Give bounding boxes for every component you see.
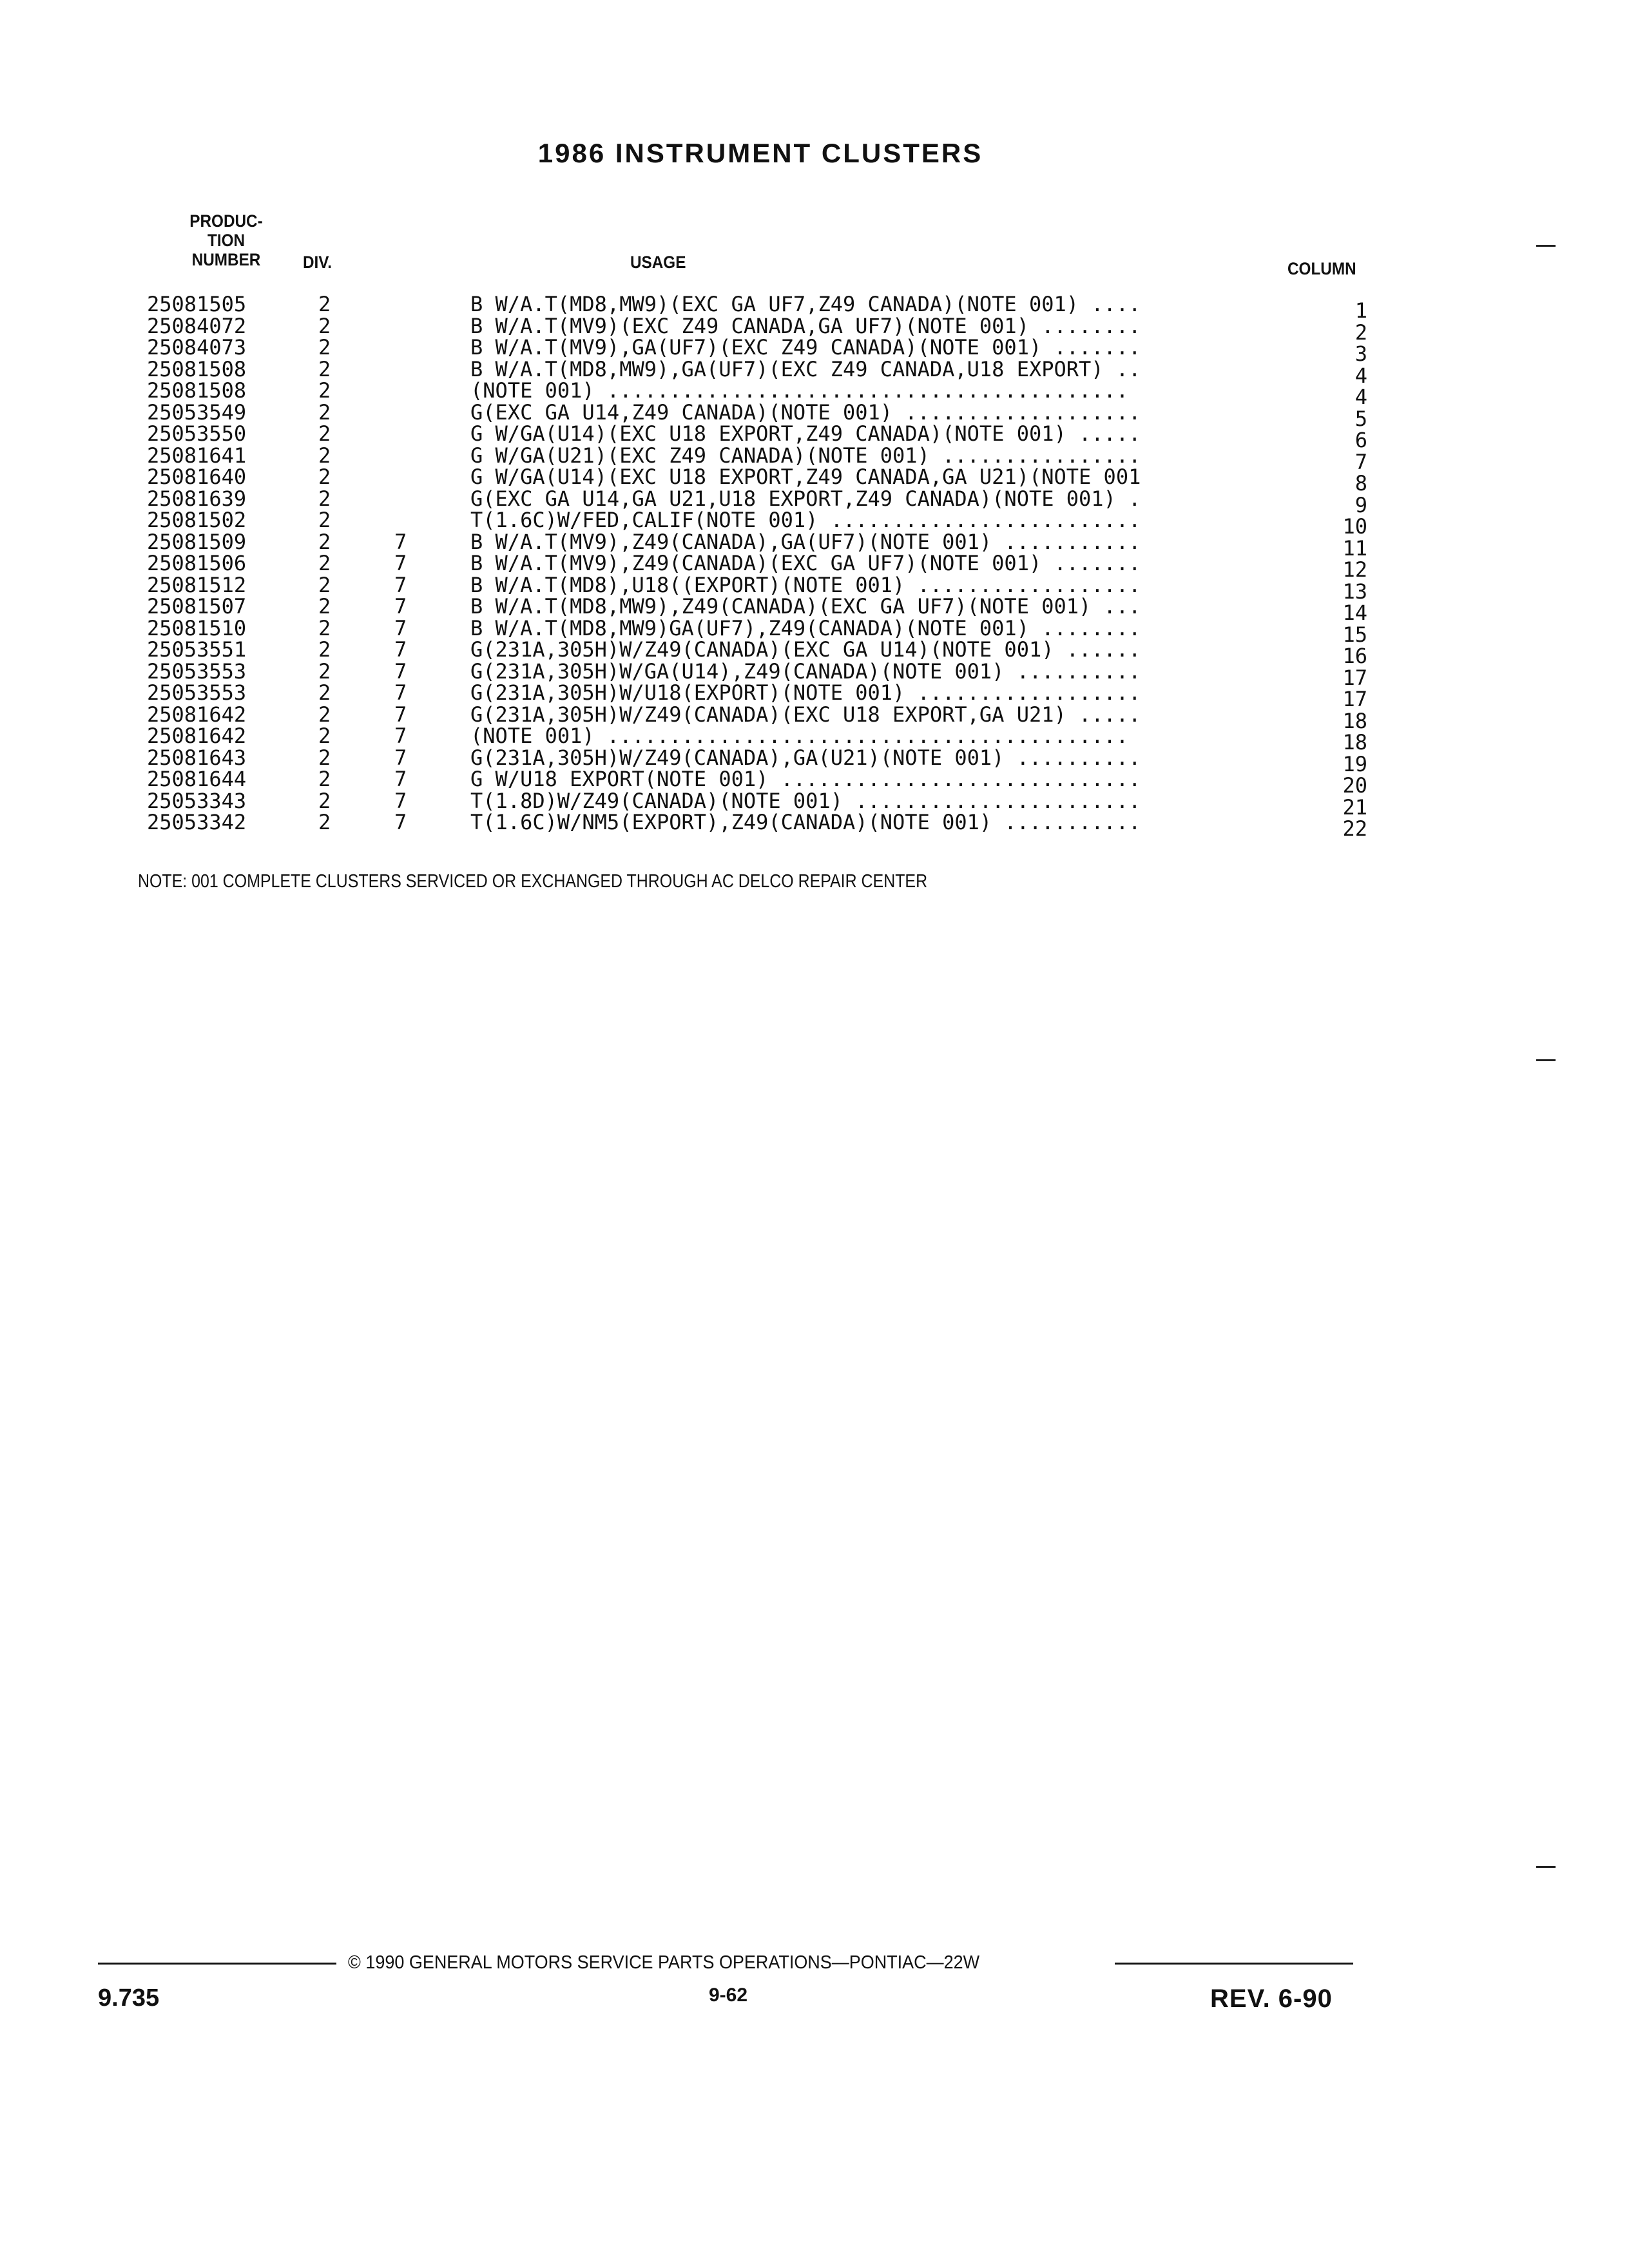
div-cell: 2 (318, 421, 331, 446)
table-row (0, 313, 1629, 345)
usage-cell: B W/A.T(MD8,MW9),Z49(CANADA)(EXC GA UF7)(NOTE 001) ... (470, 594, 1141, 619)
margin-tick-mark (1536, 1059, 1556, 1061)
production-number-cell: 25081643 (147, 745, 247, 770)
column-cell: 1 (1354, 298, 1367, 323)
usage-cell: G(231A,305H)W/Z49(CANADA),GA(U21)(NOTE 001) .......... (470, 745, 1141, 770)
production-number-cell: 25081639 (147, 486, 247, 511)
div-cell: 2 (318, 465, 331, 489)
table-row (0, 335, 1629, 366)
div-cell: 2 (318, 356, 331, 381)
usage-cell: G W/GA(U14)(EXC U18 EXPORT,Z49 CANADA,GA U21)(NOTE 001 (470, 465, 1141, 489)
sub-div-cell: 7 (394, 658, 407, 684)
column-cell: 8 (1354, 471, 1367, 495)
usage-cell: (NOTE 001) .......................................... (470, 378, 1129, 403)
div-cell: 2 (318, 399, 331, 425)
table-row (0, 486, 1629, 517)
parts-table (0, 292, 1629, 841)
usage-cell: G W/GA(U21)(EXC Z49 CANADA)(NOTE 001) ................ (470, 443, 1141, 468)
usage-cell: G(231A,305H)W/U18(EXPORT)(NOTE 001) .................. (470, 680, 1141, 705)
usage-cell: B W/A.T(MV9),Z49(CANADA)(EXC GA UF7)(NOTE 001) ....... (470, 551, 1141, 575)
usage-cell: B W/A.T(MD8,MW9),GA(UF7)(EXC Z49 CANADA,U18 EXPORT) .. (470, 356, 1141, 381)
div-cell: 2 (318, 724, 331, 748)
footer-section-number: 9.735 (98, 1984, 160, 2012)
table-row (0, 465, 1629, 495)
usage-cell: G W/U18 EXPORT(NOTE 001) ............................. (470, 767, 1141, 791)
div-cell: 2 (318, 658, 331, 684)
column-cell: 18 (1342, 730, 1367, 754)
div-cell: 2 (318, 443, 331, 468)
margin-tick-mark (1536, 245, 1556, 247)
div-cell: 2 (318, 551, 331, 575)
header-column: COLUMN (1287, 259, 1356, 278)
div-cell: 2 (318, 486, 331, 511)
column-cell: 12 (1342, 557, 1367, 582)
div-cell: 2 (318, 788, 331, 813)
page-title: 1986 INSTRUMENT CLUSTERS (537, 138, 983, 168)
usage-cell: B W/A.T(MV9)(EXC Z49 CANADA,GA UF7)(NOTE 001) ........ (470, 313, 1141, 338)
production-number-cell: 25081640 (147, 465, 247, 489)
sub-div-cell: 7 (394, 702, 407, 727)
footer-revision: REV. 6-90 (1210, 1984, 1333, 2013)
column-cell: 4 (1354, 385, 1367, 409)
sub-div-cell: 7 (394, 594, 407, 619)
production-number-cell: 25081502 (147, 508, 247, 532)
column-cell: 13 (1342, 579, 1367, 604)
column-cell: 16 (1342, 644, 1367, 668)
div-cell: 2 (318, 378, 331, 403)
production-number-cell: 25084072 (147, 313, 247, 338)
div-cell: 2 (318, 702, 331, 727)
sub-div-cell: 7 (394, 615, 407, 640)
div-cell: 2 (318, 292, 331, 316)
footer-rule-right (1115, 1963, 1353, 1965)
header-production-number (171, 211, 282, 269)
column-cell: 14 (1342, 601, 1367, 625)
table-row (0, 529, 1629, 561)
usage-cell: G(231A,305H)W/Z49(CANADA)(EXC GA U14)(NOTE 001) ...... (470, 637, 1141, 662)
column-cell: 9 (1354, 492, 1367, 517)
sub-div-cell: 7 (394, 637, 407, 662)
production-number-cell: 25081509 (147, 529, 247, 554)
header-usage: USAGE (630, 253, 686, 272)
table-row (0, 356, 1629, 388)
div-cell: 2 (318, 680, 331, 705)
usage-cell: G(EXC GA U14,Z49 CANADA)(NOTE 001) ................... (470, 399, 1141, 425)
production-number-cell: 25081508 (147, 378, 247, 403)
table-row (0, 810, 1629, 841)
footer-copyright: © 1990 GENERAL MOTORS SERVICE PARTS OPERATIONS—PONTIAC—22W (348, 1952, 980, 1973)
production-number-cell: 25081508 (147, 356, 247, 381)
column-cell: 19 (1342, 751, 1367, 776)
production-number-cell: 25081642 (147, 724, 247, 748)
footer-rule-left (98, 1963, 336, 1965)
sub-div-cell: 7 (394, 551, 407, 575)
production-number-cell: 25053343 (147, 788, 247, 813)
usage-cell: T(1.6C)W/NM5(EXPORT),Z49(CANADA)(NOTE 001) ........... (470, 810, 1141, 834)
margin-tick-mark (1536, 1866, 1556, 1868)
usage-cell: G(231A,305H)W/GA(U14),Z49(CANADA)(NOTE 001) .......... (470, 658, 1141, 684)
production-number-cell: 25084073 (147, 335, 247, 360)
usage-cell: B W/A.T(MV9),Z49(CANADA),GA(UF7)(NOTE 001) ........... (470, 529, 1141, 554)
header-production-line: TION (207, 231, 246, 250)
usage-cell: B W/A.T(MD8),U18((EXPORT)(NOTE 001) .................. (470, 572, 1141, 597)
column-cell: 3 (1354, 341, 1367, 366)
production-number-cell: 25053551 (147, 637, 247, 662)
column-cell: 10 (1342, 514, 1367, 539)
table-row (0, 637, 1629, 668)
div-cell: 2 (318, 745, 331, 770)
sub-div-cell: 7 (394, 788, 407, 813)
table-row (0, 680, 1629, 711)
production-number-cell: 25081510 (147, 615, 247, 640)
usage-cell: G W/GA(U14)(EXC U18 EXPORT,Z49 CANADA)(NOTE 001) ..... (470, 421, 1141, 446)
div-cell: 2 (318, 637, 331, 662)
sub-div-cell: 7 (394, 810, 407, 834)
table-row (0, 572, 1629, 604)
column-cell: 11 (1342, 535, 1367, 561)
table-row (0, 292, 1629, 323)
sub-div-cell: 7 (394, 572, 407, 597)
table-row (0, 508, 1629, 539)
column-cell: 18 (1342, 708, 1367, 733)
sub-div-cell: 7 (394, 724, 407, 748)
column-cell: 21 (1342, 794, 1367, 820)
table-row (0, 443, 1629, 474)
production-number-cell: 25053553 (147, 658, 247, 684)
usage-cell: G(EXC GA U14,GA U21,U18 EXPORT,Z49 CANADA)(NOTE 001) . (470, 486, 1141, 511)
table-row (0, 745, 1629, 776)
column-cell: 17 (1342, 687, 1367, 711)
production-number-cell: 25081506 (147, 551, 247, 575)
production-number-cell: 25081641 (147, 443, 247, 468)
div-cell: 2 (318, 615, 331, 640)
sub-div-cell: 7 (394, 529, 407, 554)
footnote: NOTE: 001 COMPLETE CLUSTERS SERVICED OR EXCHANGED THROUGH AC DELCO REPAIR CENTER (138, 871, 928, 892)
production-number-cell: 25081505 (147, 292, 247, 316)
div-cell: 2 (318, 335, 331, 360)
footer-page-number: 9-62 (709, 1984, 748, 2006)
usage-cell: B W/A.T(MV9),GA(UF7)(EXC Z49 CANADA)(NOTE 001) ....... (470, 335, 1141, 360)
usage-cell: B W/A.T(MD8,MW9)(EXC GA UF7,Z49 CANADA)(NOTE 001) .... (470, 292, 1141, 316)
column-cell: 20 (1342, 773, 1367, 798)
production-number-cell: 25053342 (147, 810, 247, 834)
production-number-cell: 25081642 (147, 702, 247, 727)
column-cell: 22 (1342, 816, 1367, 841)
table-row (0, 399, 1629, 431)
div-cell: 2 (318, 594, 331, 619)
sub-div-cell: 7 (394, 680, 407, 705)
table-row (0, 767, 1629, 798)
column-cell: 17 (1342, 665, 1367, 690)
column-cell: 7 (1354, 449, 1367, 474)
div-cell: 2 (318, 529, 331, 554)
table-row (0, 551, 1629, 582)
table-row (0, 724, 1629, 754)
sub-div-cell: 7 (394, 745, 407, 770)
column-cell: 6 (1354, 428, 1367, 452)
table-row (0, 378, 1629, 409)
table-row (0, 594, 1629, 625)
column-cell: 5 (1354, 406, 1367, 431)
column-cell: 2 (1354, 320, 1367, 345)
production-number-cell: 25053550 (147, 421, 247, 446)
table-row (0, 788, 1629, 820)
header-production-line: NUMBER (191, 250, 261, 269)
column-cell: 4 (1354, 363, 1367, 388)
usage-cell: T(1.8D)W/Z49(CANADA)(NOTE 001) ....................... (470, 788, 1141, 813)
production-number-cell: 25081644 (147, 767, 247, 791)
div-cell: 2 (318, 767, 331, 791)
production-number-cell: 25053553 (147, 680, 247, 705)
header-div: DIV. (303, 253, 333, 272)
usage-cell: T(1.6C)W/FED,CALIF(NOTE 001) ......................... (470, 508, 1141, 532)
production-number-cell: 25081507 (147, 594, 247, 619)
sub-div-cell: 7 (394, 767, 407, 791)
usage-cell: B W/A.T(MD8,MW9)GA(UF7),Z49(CANADA)(NOTE 001) ........ (470, 615, 1141, 640)
usage-cell: G(231A,305H)W/Z49(CANADA)(EXC U18 EXPORT,GA U21) ..... (470, 702, 1141, 727)
usage-cell: (NOTE 001) .......................................... (470, 724, 1129, 748)
div-cell: 2 (318, 313, 331, 338)
table-row (0, 421, 1629, 452)
table-row (0, 615, 1629, 647)
div-cell: 2 (318, 572, 331, 597)
div-cell: 2 (318, 508, 331, 532)
table-row (0, 658, 1629, 690)
div-cell: 2 (318, 810, 331, 834)
production-number-cell: 25053549 (147, 399, 247, 425)
column-cell: 15 (1342, 622, 1367, 647)
production-number-cell: 25081512 (147, 572, 247, 597)
table-row (0, 702, 1629, 733)
header-production-line: PRODUC- (189, 211, 263, 231)
